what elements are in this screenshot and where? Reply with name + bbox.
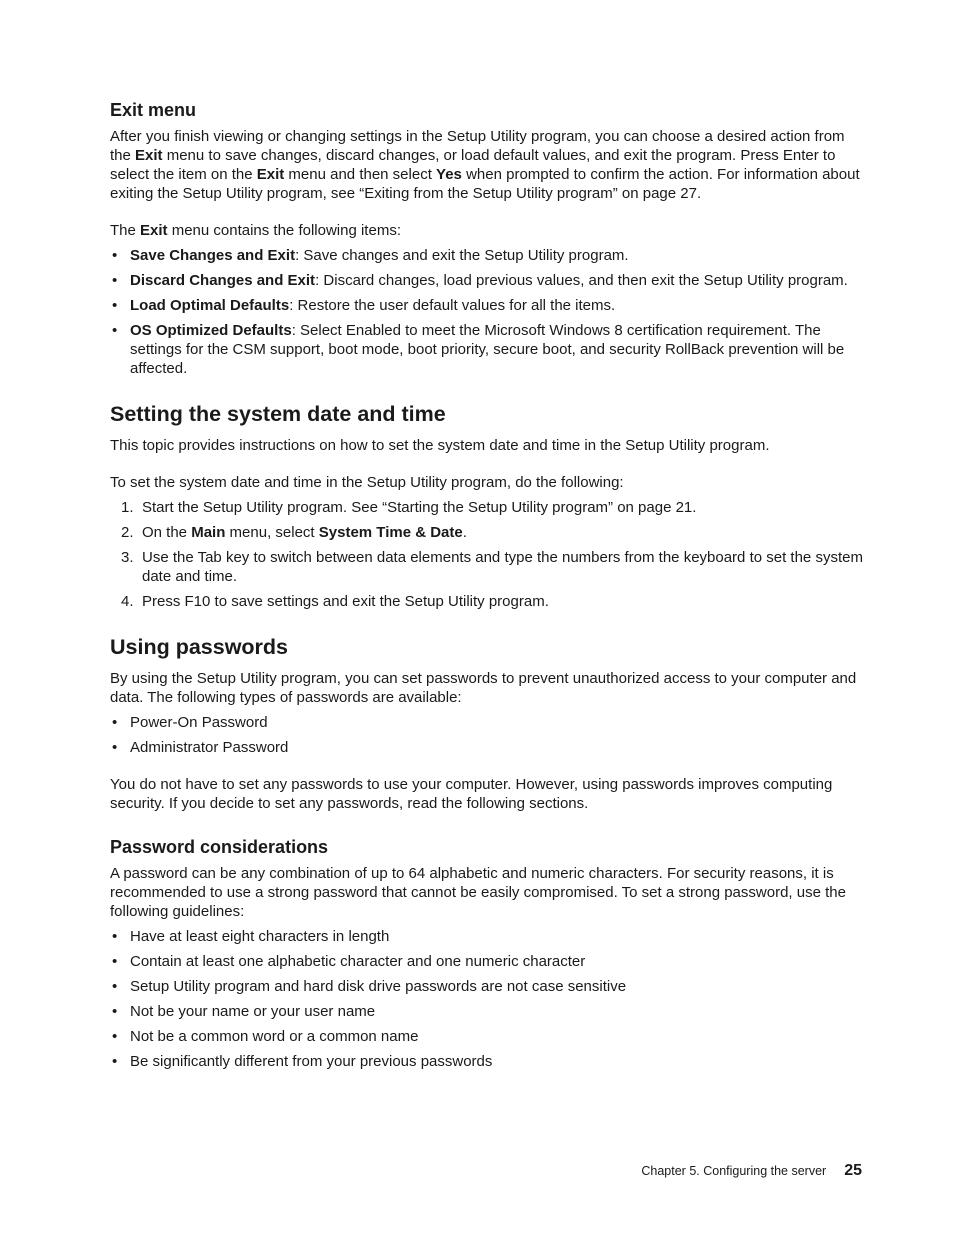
exit-menu-heading: Exit menu	[110, 100, 197, 120]
considerations-section	[110, 835, 865, 1071]
step-item: 3. Use the Tab key to switch between data elements and type the numbers from the keyboard to set the system date and time.	[121, 549, 863, 585]
list-item: • Save Changes and Exit: Save changes and exit the Setup Utility program.	[110, 246, 865, 265]
list-item: • Setup Utility program and hard disk drive passwords are not case sensitive	[110, 977, 865, 996]
passwords-note: You do not have to set any passwords to use your computer. However, using passwords improves computing security. If you decide to set any passwords, read the following sections.	[110, 776, 833, 812]
passwords-section	[110, 633, 865, 813]
list-item: • Not be your name or your user name	[110, 1002, 865, 1021]
passwords-heading: Using passwords	[110, 635, 289, 659]
date-time-heading: Setting the system date and time	[110, 402, 446, 426]
page-footer	[641, 1162, 862, 1180]
list-item: • Not be a common word or a common name	[110, 1027, 865, 1046]
list-item: • Load Optimal Defaults: Restore the user default values for all the items.	[110, 296, 865, 315]
list-item: • OS Optimized Defaults: Select Enabled to meet the Microsoft Windows 8 certification requirement. The settings for the CSM support, boot mode, boot priority, secure boot, and security RollBack prevention will be affected.	[110, 321, 865, 378]
date-time-section	[110, 400, 865, 611]
password-types	[110, 713, 865, 757]
date-time-intro: This topic provides instructions on how to set the system date and time in the Setup Utility program.	[110, 437, 770, 454]
considerations-intro: A password can be any combination of up to 64 alphabetic and numeric characters. For security reasons, it is recommended to use a strong password that cannot be easily compromised. To set a strong password, use the following guidelines:	[110, 865, 846, 920]
exit-menu-intro: After you finish viewing or changing settings in the Setup Utility program, you can choose a desired action from the Exit menu to save changes, discard changes, or load default values, and exit the program. Press Enter to select the item on the Exit menu and then select Yes when prompted to confirm the action. For information about exiting the Setup Utility program, see “Exiting from the Setup Utility program” on page 27.	[110, 128, 860, 202]
exit-menu-items	[110, 246, 865, 378]
list-item: • Discard Changes and Exit: Discard changes, load previous values, and then exit the Setup Utility program.	[110, 271, 865, 290]
date-time-lead: To set the system date and time in the Setup Utility program, do the following:	[110, 474, 624, 491]
list-item: • Have at least eight characters in length	[110, 927, 865, 946]
step-item: 1. Start the Setup Utility program. See “Starting the Setup Utility program” on page 21.	[121, 499, 697, 516]
step-item: 4. Press F10 to save settings and exit the Setup Utility program.	[121, 593, 549, 610]
date-time-steps	[110, 498, 865, 611]
exit-menu-contains: The Exit menu contains the following items:	[110, 222, 401, 239]
footer-chapter: Chapter 5. Configuring the server	[641, 1164, 827, 1178]
exit-menu-section	[110, 98, 865, 378]
list-item: • Administrator Password	[110, 738, 865, 757]
considerations-heading: Password considerations	[110, 837, 329, 857]
list-item: • Contain at least one alphabetic character and one numeric character	[110, 952, 865, 971]
passwords-intro: By using the Setup Utility program, you can set passwords to prevent unauthorized access to your computer and data. The following types of passwords are available:	[110, 670, 857, 706]
document-page	[110, 98, 865, 1071]
page-number: 25	[844, 1162, 862, 1179]
step-item: 2. On the Main menu, select System Time & Date.	[121, 524, 467, 541]
list-item: • Power-On Password	[110, 713, 865, 732]
list-item: • Be significantly different from your previous passwords	[110, 1052, 865, 1071]
password-guidelines	[110, 927, 865, 1071]
